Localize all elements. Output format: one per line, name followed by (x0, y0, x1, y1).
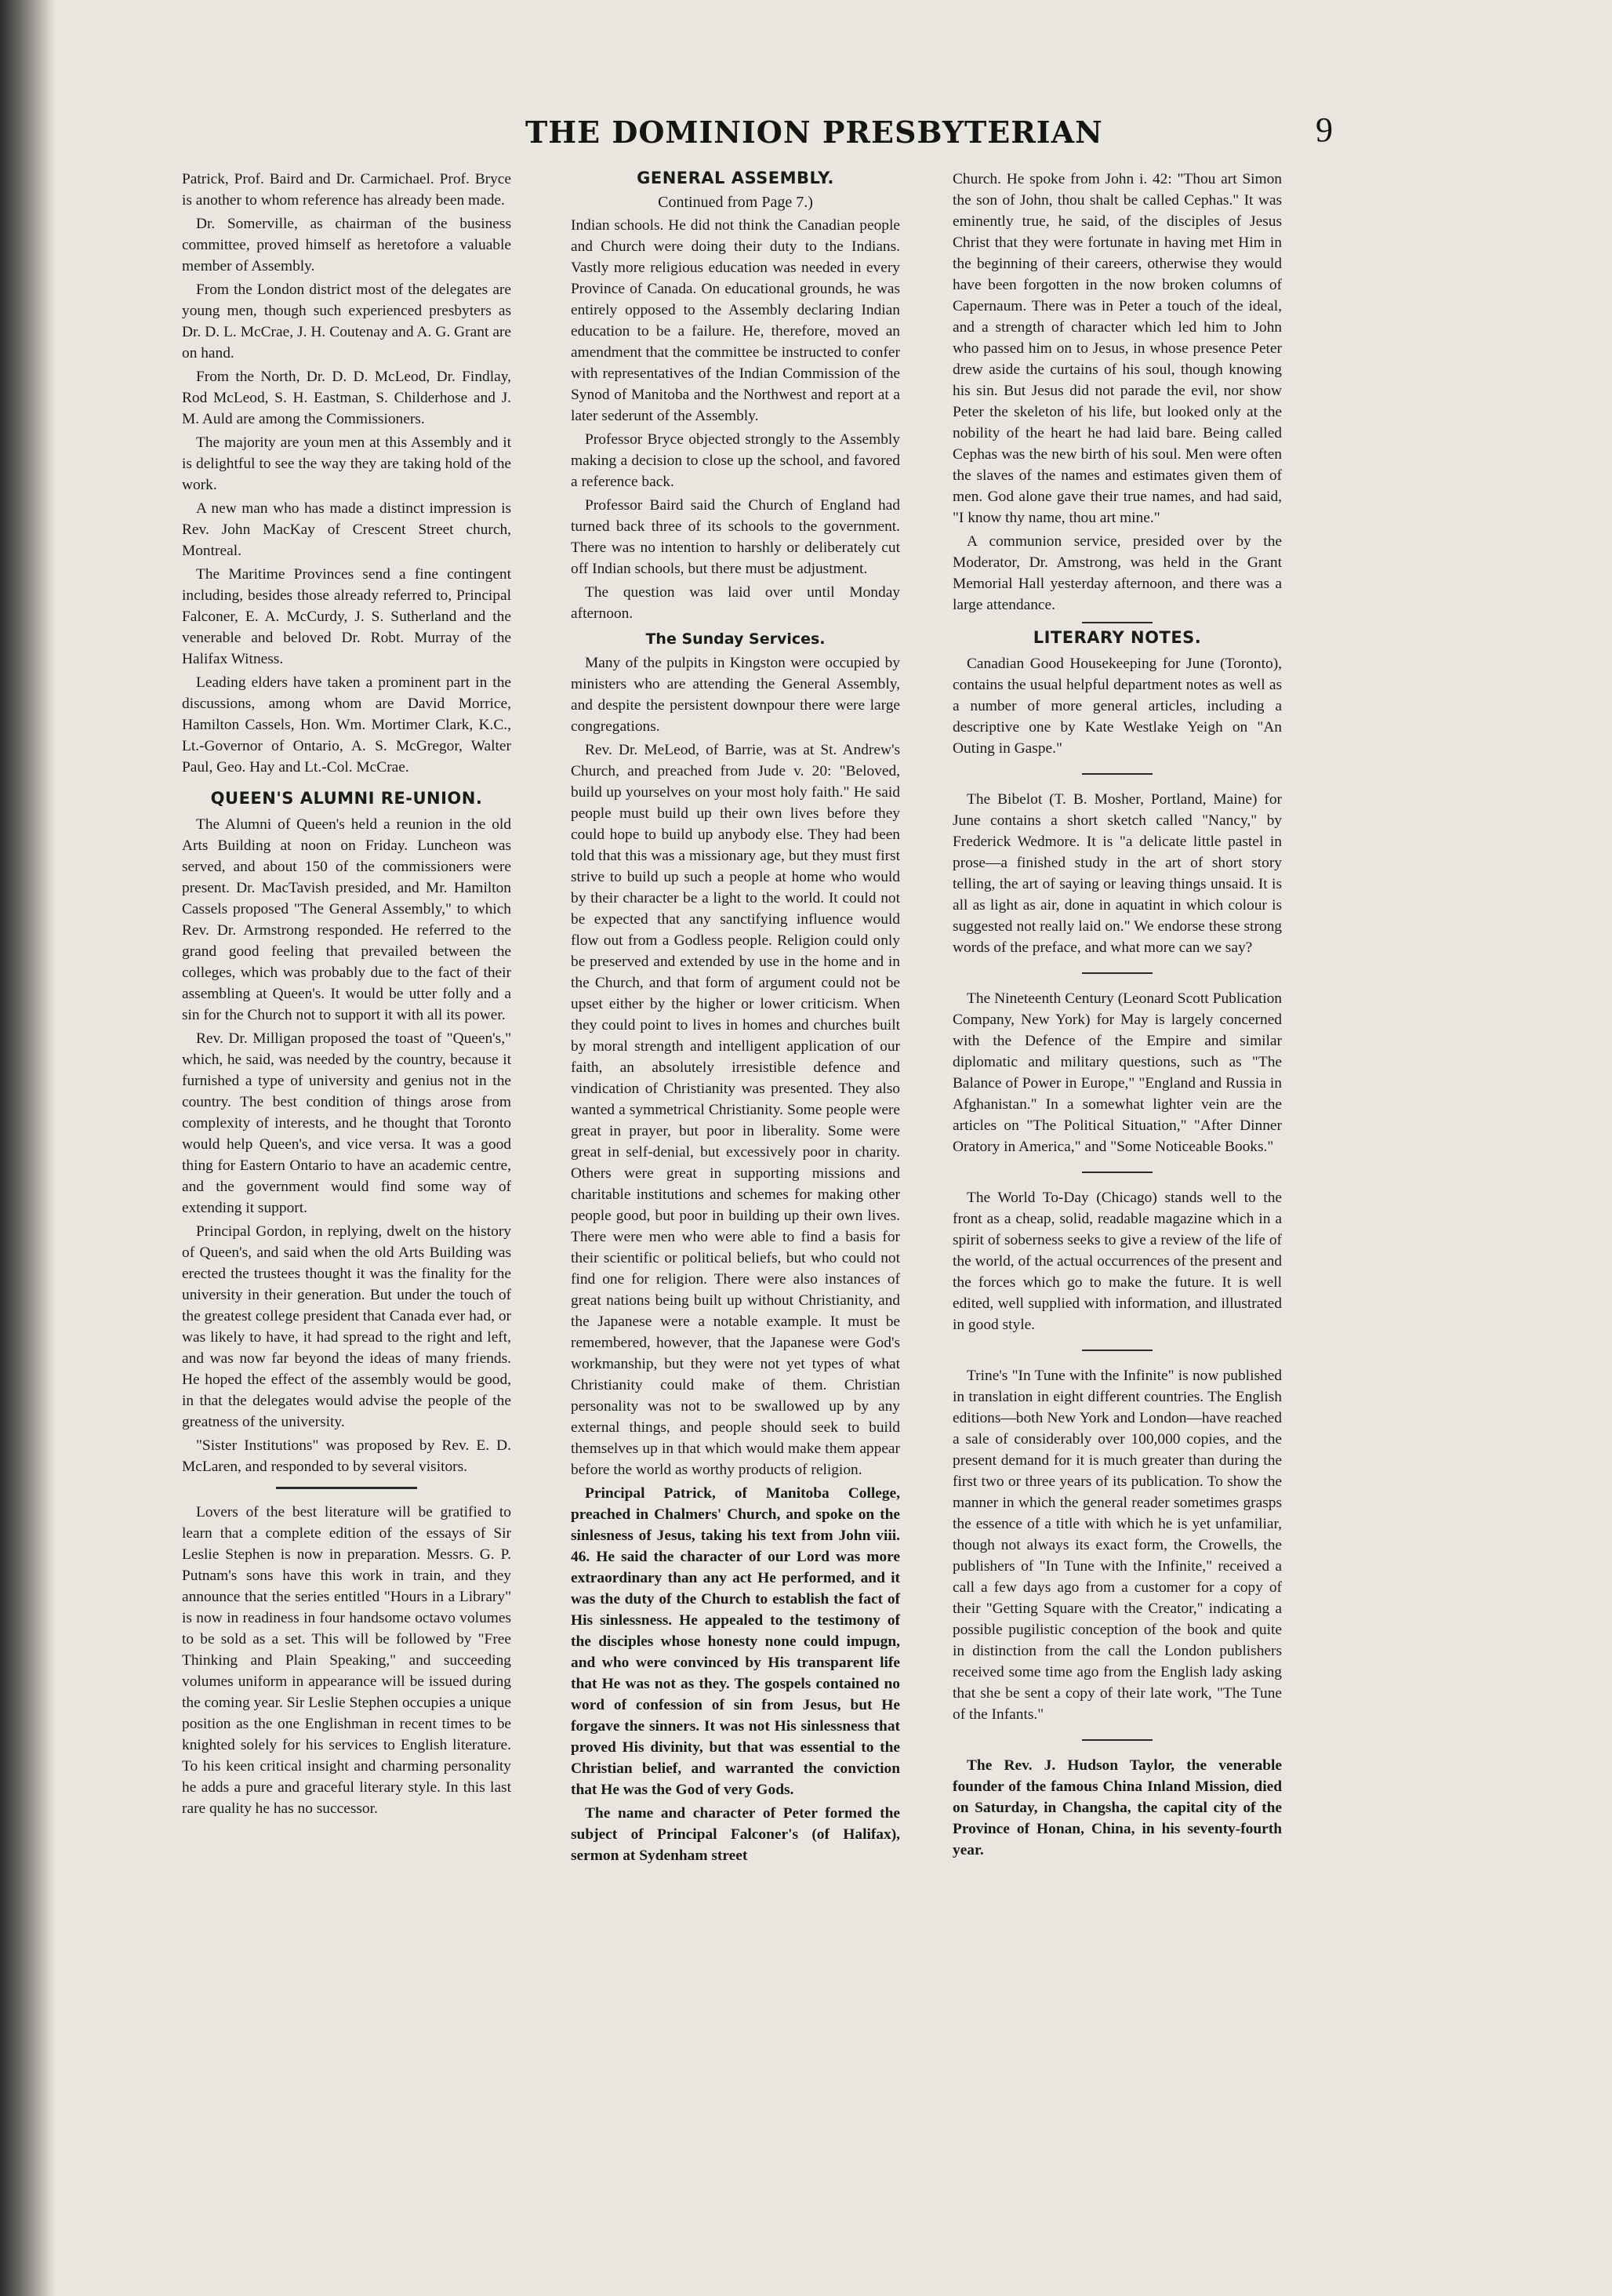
column-right (953, 169, 1282, 1863)
page-number: 9 (1316, 111, 1333, 149)
paragraph: Dr. Somerville, as chairman of the business committee, proved himself as heretofore a valuable member of Assembly. (182, 216, 511, 274)
paragraph: The World To-Day (Chicago) stands well to the front as a cheap, solid, readable magazine which in a spirit of soberness seeks to give a review of the life of the world, of the actual occurrences of the present and the forces which go to make the future. It is well edited, well supplied with information, and illustrated in good style. (953, 1190, 1282, 1333)
subheading-sunday-services: The Sunday Services. (645, 630, 826, 648)
paragraph: Leading elders have taken a prominent part in the discussions, among whom are David Morrice, Hamilton Cassels, Hon. Wm. Mortimer Clark, K.C., Lt.-Governor of Ontario, A. S. McGregor, Walter Paul, Geo. Hay and Lt.-Col. McCrae. (182, 674, 511, 776)
paragraph: Principal Patrick, of Manitoba College, preached in Chalmers' Church, and spoke on the sinlesness of Jesus, taking his text from John viii. 46. He said the character of our Lord was more extraordinary than any act He performed, and it was the duty of the Church to establish the fact of His sinlessness. He appealed to the testimony of the disciples whose honesty none could impugn, and who were convinced by His transparent life that He was not as they. The gospels contained no word of confession of sin from Jesus, but He forgave the sinners. It was not His sinlessness that proved His divinity, but that was essential to the Christian belief, and warranted the conviction that He was the God of very Gods. (571, 1485, 900, 1798)
paragraph: Principal Gordon, in replying, dwelt on the history of Queen's, and said when the old Arts Building was erected the trustees thought it was the finality for the university in their generation. But under the touch of the greatest college president that Canada ever had, or was likely to have, it had spread to the right and left, and was now far beyond the ideas of many friends. He hoped the effect of the assembly would be good, in that the delegates would advise the people of the greatness of the university. (182, 1223, 511, 1430)
section-heading-queens-alumni: QUEEN'S ALUMNI RE-UNION. (210, 789, 483, 808)
paragraph: The Rev. J. Hudson Taylor, the venerable founder of the famous China Inland Mission, died on Saturday, in Changsha, the capital city of the Province of Honan, China, in his seventy-fourth year. (953, 1757, 1282, 1858)
paragraph: Patrick, Prof. Baird and Dr. Carmichael. Prof. Bryce is another to whom reference has already been made. (182, 171, 511, 209)
paragraph: A communion service, presided over by the Moderator, Dr. Amstrong, was held in the Grant Memorial Hall yesterday afternoon, and there was a large attendance. (953, 533, 1282, 613)
paragraph: The Alumni of Queen's held a reunion in the old Arts Building at noon on Friday. Luncheon was served, and about 150 of the commissioners were present. Dr. MacTavish presided, and Mr. Hamilton Cassels proposed "The General Assembly," to which Rev. Dr. Armstrong responded. He referred to the grand good feeling that prevailed between the colleges, which was probably due to the fact of their assembling at Queen's. It would be utter folly and a sin for the Church not to support it with all its power. (182, 816, 511, 1023)
paragraph: A new man who has made a distinct impression is Rev. John MacKay of Crescent Street church, Montreal. (182, 500, 511, 559)
section-divider (276, 1487, 417, 1489)
page-header (486, 110, 1333, 165)
item-divider (1082, 1350, 1153, 1351)
item-divider (1082, 972, 1153, 974)
paragraph: Professor Bryce objected strongly to the Assembly making a decision to close up the school, and favored a reference back. (571, 431, 900, 490)
paragraph: The majority are youn men at this Assembly and it is delightful to see the way they are taking hold of the work. (182, 434, 511, 493)
paragraph: Rev. Dr. MeLeod, of Barrie, was at St. Andrew's Church, and preached from Jude v. 20: "Beloved, build up yourselves on your most holy faith." He said people must build up their own lives before they could hope to build up anybody else. They had been told that this was a missionary age, but they must first strive to build up such a people at home who would by their character be a light to the world. It could not be expected that any sanctifying influence would flow out from a Godless people. Religion could only be preserved and extended by use in the home and in the Church, and that form of argument could not be upset either by the higher or lower criticism. When they could point to lives in homes and churches built by moral strength and intelligent application of our faith, an absolutely irresistible defence and vindication of Christianity was presented. They also wanted a symmetrical Christianity. Some people were great in prayer, but poor in liberality. Some were great in self-denial, but excessively poor in charity. Others were great in supporting missions and charitable institutions and schemes for making other people good, but poor in building up their own lives. There were men who were able to find a basis for their scientific or political beliefs, but who could not find one for religion. There were also instances of great nations being built up without Christianity, and the Japanese were a notable example. It must be remembered, however, that the Japanese were God's workmanship, but they were not yet types of what Christianity could make of them. Christian personality was not to be swallowed up by any external things, and people should seek to build themselves up in that which would make them appear before the world as worthy products of religion. (571, 742, 900, 1478)
paragraph: The name and character of Peter formed the subject of Principal Falconer's (of Halifax), sermon at Sydenham street (571, 1805, 900, 1864)
item-divider (1082, 1172, 1153, 1173)
section-heading-literary-notes: LITERARY NOTES. (1033, 628, 1202, 647)
continued-note: Continued from Page 7.) (658, 194, 813, 211)
item-divider (1082, 1739, 1153, 1741)
paragraph: Canadian Good Housekeeping for June (Toronto), contains the usual helpful department notes as well as a number of more general articles, including a descriptive one by Kate Westlake Yeigh on "An Outing in Gaspe." (953, 656, 1282, 757)
section-divider (1082, 622, 1153, 623)
paragraph: Professor Baird said the Church of England had turned back three of its schools to the government. There was no intention to harshly or deliberately cut off Indian schools, but there must be adjustment. (571, 497, 900, 577)
paragraph: From the London district most of the delegates are young men, though such experienced presbyters as Dr. D. L. McCrae, J. H. Coutenay and A. G. Grant are on hand. (182, 282, 511, 361)
paragraph: "Sister Institutions" was proposed by Rev. E. D. McLaren, and responded to by several visitors. (182, 1437, 511, 1475)
paragraph: Trine's "In Tune with the Infinite" is now published in translation in eight different countries. The English editions—both New York and London—have reached a sale of considerably over 100,000 copies, and the present demand for it is much greater than during the first two or three years of its publication. To show the manner in which the general reader sometimes grasps the essence of a title with which he is yet unfamiliar, though not always its exact form, the Crowells, the publishers of "In Tune with the Infinite," received a call a few days ago from a customer for a copy of their "Getting Square with the Creator," indicating a possible pugilistic conception of the book and quite in distinction from the call the London publishers received some time ago from the English lady asking that she be sent a copy of their late work, "The Tune of the Infants." (953, 1368, 1282, 1723)
paragraph: From the North, Dr. D. D. McLeod, Dr. Findlay, Rod McLeod, S. H. Eastman, S. Childerhose and J. M. Auld are among the Commissioners. (182, 369, 511, 427)
paragraph: Many of the pulpits in Kingston were occupied by ministers who are attending the General Assembly, and despite the persistent downpour there were large congregations. (571, 655, 900, 735)
paragraph: Rev. Dr. Milligan proposed the toast of "Queen's," which, he said, was needed by the country, because it furnished a type of university and genius not in the country. The best condition of things arose from complexity of interests, and he thought that Toronto would help Queen's, and vice versa. It was a good thing for Eastern Ontario to have an academic centre, and the government would find some way of extending it support. (182, 1030, 511, 1216)
column-left (182, 169, 511, 1822)
newspaper-title: THE DOMINION PRESBYTERIAN (525, 114, 1103, 150)
scan-edge-shadow (0, 0, 55, 2296)
paragraph: Indian schools. He did not think the Canadian people and Church were doing their duty to the Indians. Vastly more religious education was needed in every Province of Canada. On educational grounds, he was entirely opposed to the Assembly declaring Indian education to be a failure. He, therefore, moved an amendment that the committee be instructed to confer with representatives of the Indian Commission of the Synod of Manitoba and the Northwest and report at a later sederunt of the Assembly. (571, 217, 900, 424)
paragraph: Lovers of the best literature will be gratified to learn that a complete edition of the essays of Sir Leslie Stephen is now in preparation. Messrs. G. P. Putnam's sons have this work in train, and they announce that the series entitled "Hours in a Library" is now in readiness in four handsome octavo volumes to be sold as a set. This will be followed by "Free Thinking and Plain Speaking," and succeeding volumes uniform in appearance will be issued during the coming year. Sir Leslie Stephen occupies a unique position as the one Englishman in recent times to be knighted solely for his services to English literature. To his keen critical insight and charming personality he adds a pure and graceful literary style. In this last rare quality he has no successor. (182, 1504, 511, 1817)
paragraph: The question was laid over until Monday afternoon. (571, 584, 900, 622)
section-heading-general-assembly: GENERAL ASSEMBLY. (637, 169, 834, 187)
item-divider (1082, 773, 1153, 775)
paragraph: The Nineteenth Century (Leonard Scott Publication Company, New York) for May is largely concerned with the Defence of the Empire and similar diplomatic and military questions, such as "The Balance of Power in Europe," "England and Russia in Afghanistan." In a somewhat lighter vein are the articles on "The Political Situation," "After Dinner Oratory in America," and "Some Noticeable Books." (953, 990, 1282, 1155)
paragraph: The Bibelot (T. B. Mosher, Portland, Maine) for June contains a short sketch called "Nancy," by Frederick Wedmore. It is "a delicate little pastel in prose—a finished study in the art of short story telling, the art of saying or leaving things unsaid. It is all as light as air, done in aquatint in which colour is suggested not really laid on." We endorse these strong words of the preface, and what more can we say? (953, 791, 1282, 956)
paragraph: Church. He spoke from John i. 42: "Thou art Simon the son of John, thou shalt be called Cephas." It was eminently true, he said, of the disciples of Jesus Christ that they were fortunate in having met Him in the beginning of their careers, otherwise they would have been forgotten in the now broken columns of Capernaum. There was in Peter a touch of the ideal, and a strength of character which led him to John who passed him on to Jesus, in whose presence Peter drew aside the curtains of his soul, though knowing his sin. But Jesus did not parade the evil, nor show Peter the skeleton of his life, but looked only at the nobility of the heart he had laid bare. Being called Cephas was the new birth of his soul. Men were often the slaves of the names and estimates given them of men. God alone gave their true names, and had said, "I know thy name, thou art mine." (953, 171, 1282, 526)
column-middle (571, 169, 900, 1869)
paragraph: The Maritime Provinces send a fine contingent including, besides those already referred to, Principal Falconer, E. A. McCurdy, J. S. Sutherland and the venerable and beloved Dr. Robt. Murray of the Halifax Witness. (182, 566, 511, 667)
